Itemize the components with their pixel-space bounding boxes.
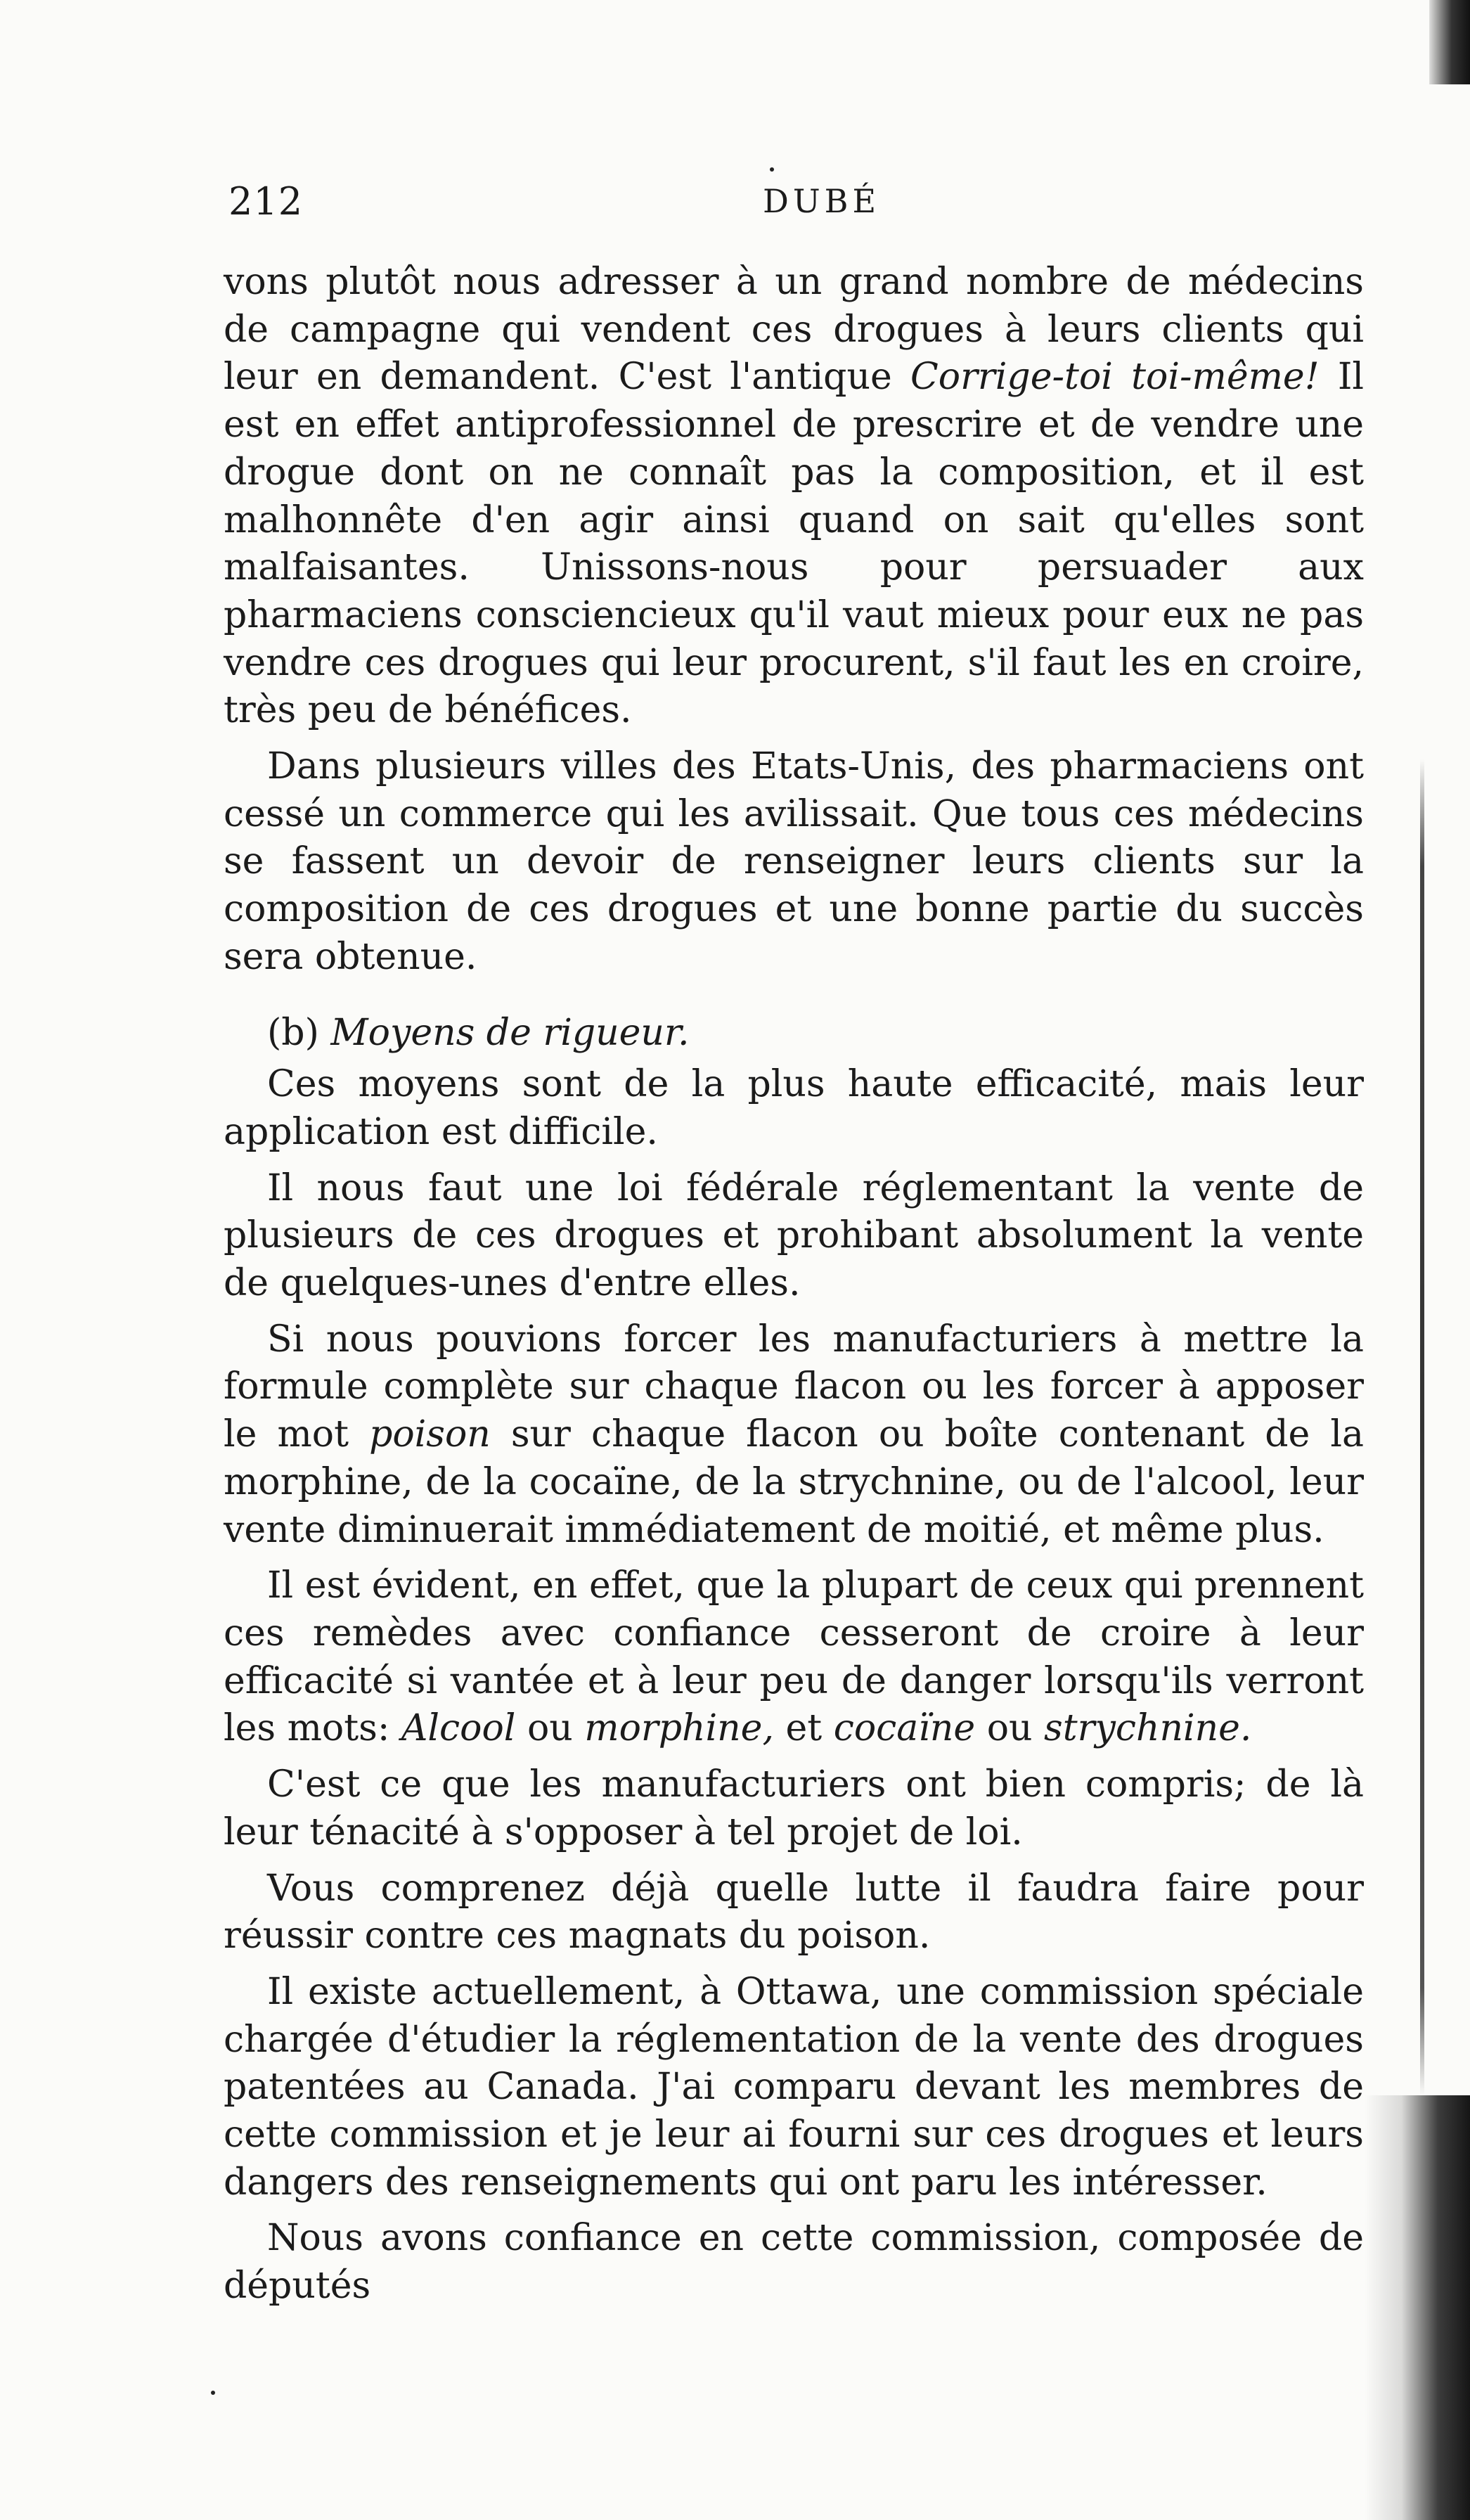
italic-run: poison	[369, 1413, 491, 1456]
scan-edge-top	[1429, 0, 1470, 84]
scan-edge-line	[1420, 759, 1424, 2095]
paragraph: C'est ce que les manufacturiers ont bien compris; de là leur ténacité à s'opposer à tel projet de loi.	[224, 1763, 1364, 1853]
text-run: sur chaque flacon ou boîte contenant de la morphine, de la cocaïne, de la strychnine, ou de l'alcool, leur vente diminuerait immédiatement de moitié, et même plus.	[224, 1413, 1364, 1551]
text-run: Si nous pouvions forcer les manufacturiers à mettre la formule complète sur chaque flacon ou les forcer à apposer le mot	[224, 1318, 1364, 1456]
scan-speck	[211, 2391, 215, 2395]
paragraph: Il existe actuellement, à Ottawa, une commission spéciale chargée d'étudier la réglementation de la vente des drogues patentées au Canada. J'ai comparu devant les membres de cette commission et je leur ai fourni sur ces drogues et leurs dangers des renseignements qui ont paru les intéresser.	[224, 1970, 1364, 2204]
section-title: Moyens de rigueur.	[330, 1011, 690, 1054]
running-head: DUBÉ	[763, 182, 881, 220]
section-label: (b)	[267, 1011, 331, 1054]
paragraph	[224, 1562, 1364, 1753]
text-run: et	[773, 1707, 834, 1750]
paragraph: Il nous faut une loi fédérale réglementant la vente de plusieurs de ces drogues et prohibant absolument la vente de quelques-unes d'entre elles.	[224, 1166, 1364, 1305]
scan-edge-bottom	[1365, 2095, 1470, 2520]
italic-run: morphine,	[584, 1707, 774, 1750]
italic-run: Alcool	[401, 1707, 516, 1750]
paragraph: Ces moyens sont de la plus haute efficacité, mais leur application est difficile.	[224, 1063, 1364, 1153]
italic-run: strychnine.	[1044, 1707, 1252, 1750]
page-header	[228, 179, 1364, 236]
paragraph: Vous comprenez déjà quelle lutte il faudra faire pour réussir contre ces magnats du poison.	[224, 1867, 1364, 1958]
text-run: vons plutôt nous adresser à un grand nombre de médecins de campagne qui vendent ces drogues à leurs clients qui leur en demandent. C'est l'antique	[224, 261, 1364, 399]
text-run: Il est évident, en effet, que la plupart de ceux qui prennent ces remèdes avec confiance cesseront de croire à leur efficacité si vantée et à leur peu de danger lorsqu'ils verront les mots:	[224, 1564, 1364, 1750]
page-number: 212	[228, 179, 304, 224]
text-run: ou	[975, 1707, 1045, 1750]
italic-run: Corrige-toi toi-même!	[910, 356, 1320, 399]
paragraph: Dans plusieurs villes des Etats-Unis, des pharmaciens ont cessé un commerce qui les avilissait. Que tous ces médecins se fassent un devoir de renseigner leurs clients sur la composition de ces drogues et une bonne partie du succès sera obtenue.	[224, 745, 1364, 978]
italic-run: cocaïne	[833, 1707, 976, 1750]
text-run: Il est en effet antiprofessionnel de prescrire et de vendre une drogue dont on ne connaît pas la composition, et il est malhonnête d'en agir ainsi quand on sait qu'elles sont malfaisantes. Unissons-nous pour persuader aux pharmaciens consciencieux qu'il vaut mieux pour eux ne pas vendre ces drogues qui leur procurent, s'il faut les en croire, très peu de bénéfices.	[224, 356, 1365, 732]
scan-speck	[770, 167, 774, 172]
paragraph	[224, 1316, 1364, 1555]
paragraph	[224, 259, 1364, 735]
paragraph: Nous avons confiance en cette commission, composée de députés	[224, 2217, 1364, 2308]
section-heading	[224, 1010, 1364, 1058]
page-body	[224, 259, 1364, 2319]
text-run: ou	[515, 1707, 585, 1750]
